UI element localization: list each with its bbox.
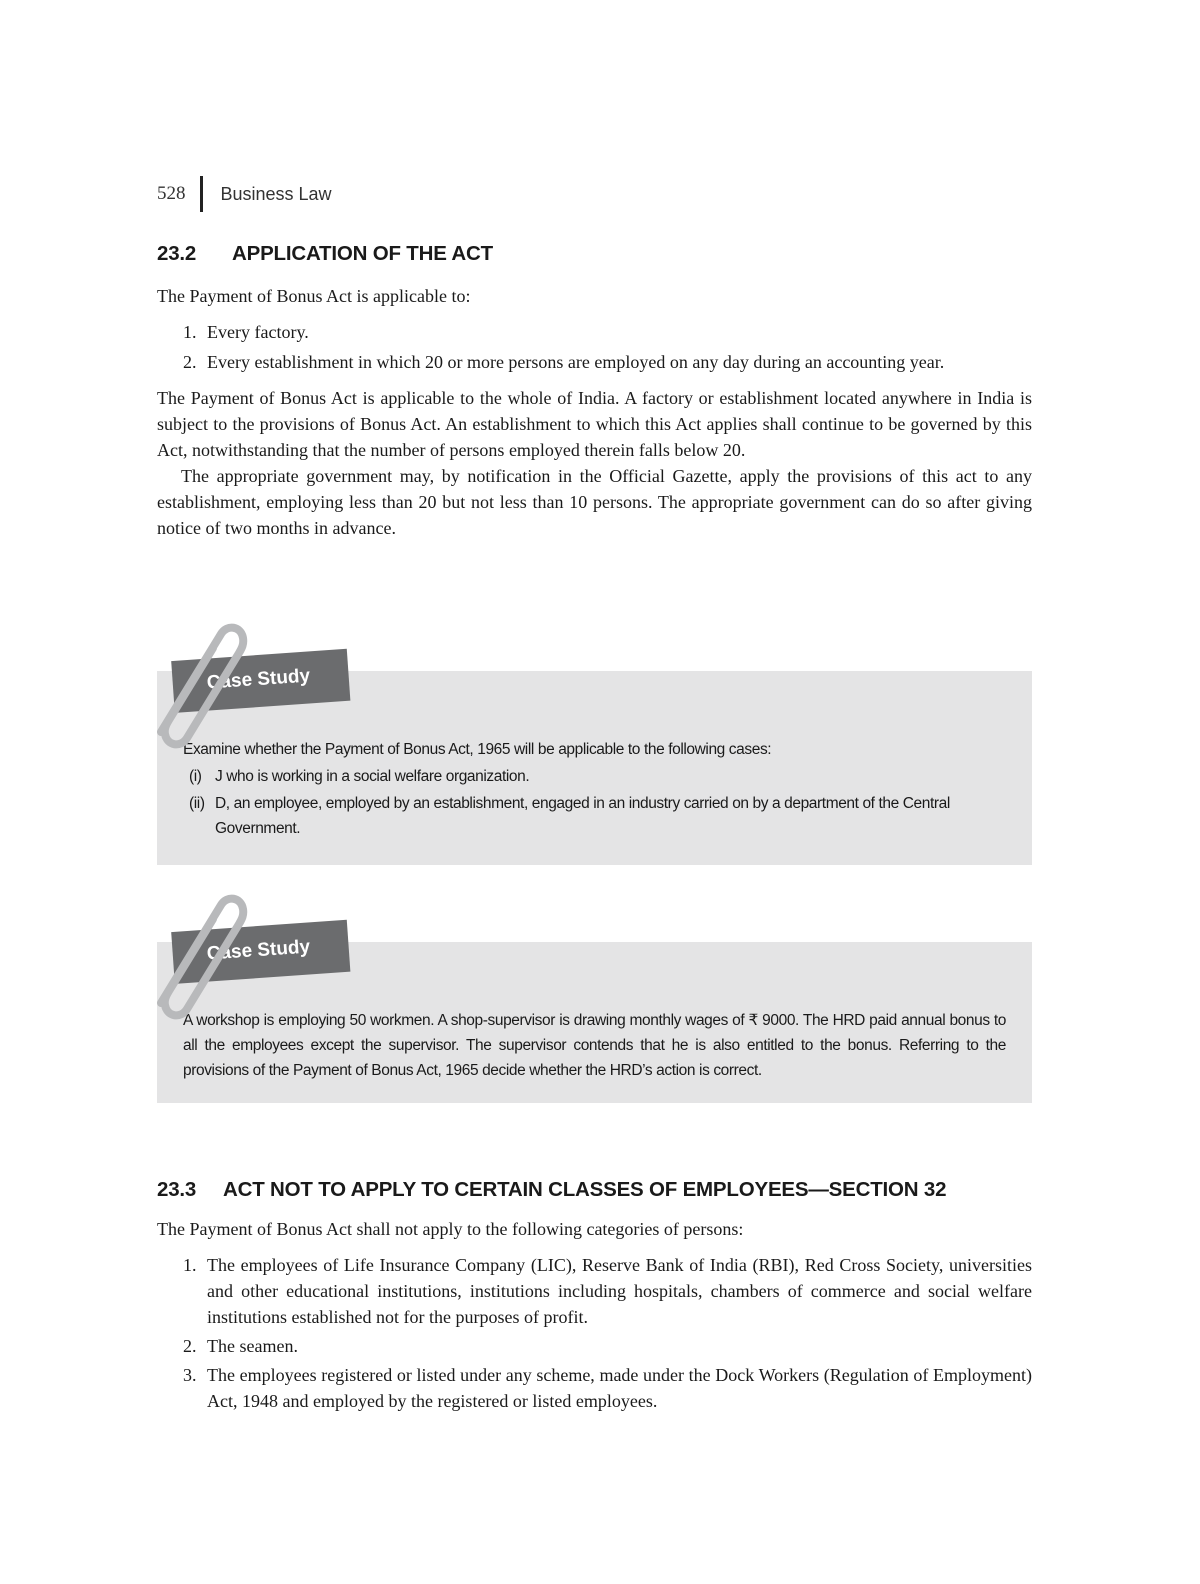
list-item [157, 1333, 1032, 1359]
running-header [157, 176, 332, 212]
item-number: 3. [183, 1365, 197, 1385]
section-23-2-body [157, 283, 1032, 541]
case-study-content [183, 1008, 1006, 1083]
list-item [157, 349, 1032, 375]
item-text: The employees registered or listed under any scheme, made under the Dock Workers (Regulation of Employment) Act, 1948 and employed by the registered or listed employees. [207, 1365, 1032, 1411]
item-text: J who is working in a social welfare organization. [215, 768, 530, 785]
applicability-list [157, 319, 1032, 375]
paperclip-icon [143, 883, 253, 1023]
paperclip-icon [143, 612, 253, 752]
exclusion-list [157, 1252, 1032, 1414]
list-item [183, 791, 1006, 841]
section-number: 23.3 [157, 1178, 197, 1201]
header-divider [200, 176, 203, 212]
section-23-3-heading [157, 1178, 946, 1202]
paragraph: The appropriate government may, by notification in the Official Gazette, apply the provisions of this act to any establishment, employing less than 20 but not less than 10 persons. The appropriate government can do so after giving notice of two months in advance. [157, 466, 1032, 538]
item-text: Every factory. [207, 322, 309, 342]
case-study-label: Case Study [206, 665, 311, 694]
intro-text: The Payment of Bonus Act shall not apply to the following categories of persons: [157, 1219, 744, 1239]
section-title: APPLICATION OF THE ACT [232, 242, 493, 265]
book-title: Business Law [220, 183, 332, 204]
item-number: 1. [183, 1255, 197, 1275]
intro-text: The Payment of Bonus Act is applicable to: [157, 286, 471, 306]
case-study-label: Case Study [206, 936, 311, 965]
item-number: 2. [183, 352, 197, 372]
section-23-2-heading [157, 242, 493, 266]
list-item [183, 764, 1006, 789]
item-text: Every establishment in which 20 or more persons are employed on any day during an accounting year. [207, 352, 945, 372]
item-number: 1. [183, 322, 197, 342]
item-text: The employees of Life Insurance Company (LIC), Reserve Bank of India (RBI), Red Cross Society, universities and other educational institutions, institutions including hospitals, chambers of commerce and social welfare institutions established not for the purposes of profit. [207, 1255, 1032, 1327]
case-question: Examine whether the Payment of Bonus Act, 1965 will be applicable to the following cases: [183, 741, 772, 758]
section-number: 23.2 [157, 242, 197, 265]
item-text: D, an employee, employed by an establishment, engaged in an industry carried on by a department of the Central Government. [215, 795, 950, 837]
section-23-3-body [157, 1216, 1032, 1414]
list-item [157, 319, 1032, 345]
item-number: (i) [189, 768, 202, 785]
list-item [157, 1252, 1032, 1330]
case-text: A workshop is employing 50 workmen. A shop-supervisor is drawing monthly wages of ₹ 9000. The HRD paid annual bonus to all the employees except the supervisor. The supervisor contends that he is also entitled to the bonus. Referring to the provisions of the Payment of Bonus Act, 1965 decide whether the HRD’s action is correct. [183, 1012, 1006, 1079]
section-title: ACT NOT TO APPLY TO CERTAIN CLASSES OF EMPLOYEES—SECTION 32 [223, 1178, 947, 1201]
case-list [183, 764, 1006, 841]
case-study-content [183, 737, 1006, 841]
item-text: The seamen. [207, 1336, 298, 1356]
item-number: 2. [183, 1336, 197, 1356]
list-item [157, 1362, 1032, 1414]
item-number: (ii) [189, 795, 205, 812]
paragraph: The Payment of Bonus Act is applicable to the whole of India. A factory or establishment located anywhere in India is subject to the provisions of Bonus Act. An establishment to which this Act applies shall continue to be governed by this Act, notwithstanding that the number of persons employed therein falls below 20. [157, 388, 1032, 460]
page-number: 528 [157, 183, 186, 204]
